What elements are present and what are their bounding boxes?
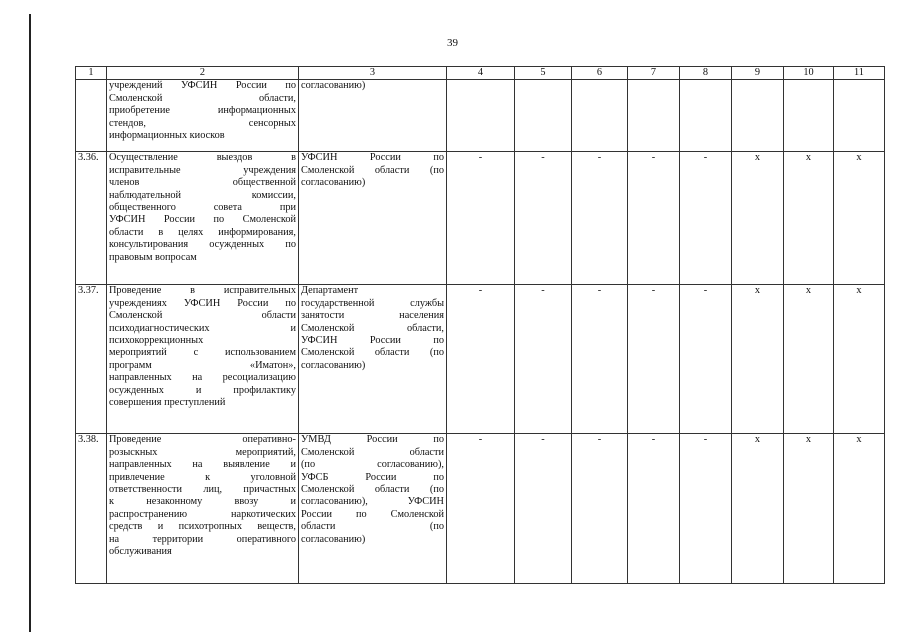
activity-cell-line: мероприятий с использованием (109, 347, 296, 359)
activity-cell-line: правовым вопросам (109, 251, 197, 263)
binding-margin-line (29, 14, 31, 632)
indicator-cell-c11: x (834, 152, 885, 285)
funding-cell-c5: - (515, 152, 572, 285)
header-cell: 8 (680, 67, 732, 80)
indicator-cell-c11: x (834, 434, 885, 584)
indicator-cell-c9: x (732, 434, 784, 584)
executor-cell-line: Смоленской области (по (301, 484, 444, 496)
funding-cell-c6: - (572, 152, 628, 285)
executor-cell-line: Смоленской области, (301, 322, 444, 334)
indicator-cell-c9 (732, 80, 784, 152)
executor-cell-line: Департамент (301, 285, 359, 297)
executor-cell-line: УФСИН России по (301, 335, 444, 347)
activity-cell-line: исправительные учреждения (109, 164, 296, 176)
activity-cell-line: наблюдательной комиссии, (109, 189, 296, 201)
activity-cell-line: на территории оперативного (109, 533, 296, 545)
table-row (76, 285, 885, 434)
header-cell: 10 (784, 67, 834, 80)
funding-cell-c8 (680, 80, 732, 152)
table-header-row (76, 67, 885, 80)
indicator-cell-c10: x (784, 152, 834, 285)
table-row (76, 152, 885, 285)
activity-cell-line: Осуществление выездов в (109, 152, 296, 164)
header-cell: 6 (572, 67, 628, 80)
activity-cell-line: общественного совета при (109, 202, 296, 214)
executor-cell (299, 152, 447, 285)
header-cell: 1 (76, 67, 107, 80)
executor-cell-line: УФСБ России по (301, 471, 444, 483)
executor-cell-line: области (по (301, 521, 444, 533)
activity-cell (107, 434, 299, 584)
header-cell: 2 (107, 67, 299, 80)
activity-cell-line: учреждений УФСИН России по (109, 80, 296, 92)
executor-cell-line: России по Смоленской (301, 508, 444, 520)
activity-cell-line: учреждениях УФСИН России по (109, 297, 296, 309)
activity-cell-line: приобретение информационных (109, 105, 296, 117)
executor-cell-line: Смоленской области (по (301, 164, 444, 176)
activity-cell-line: области в целях информирования, (109, 226, 296, 238)
activity-cell-line: распространению наркотических (109, 508, 296, 520)
executor-cell-line: государственной службы (301, 297, 444, 309)
indicator-cell-c11 (834, 80, 885, 152)
executor-cell-line: согласованию) (301, 533, 366, 545)
funding-cell-c7: - (628, 152, 680, 285)
funding-cell-c7: - (628, 285, 680, 434)
activity-cell-line: УФСИН России по Смоленской (109, 214, 296, 226)
executor-cell-line: согласованию) (301, 359, 366, 371)
executor-cell-line: (по согласованию), (301, 459, 444, 471)
activity-cell-line: Смоленской области, (109, 92, 296, 104)
page-number: 39 (447, 37, 458, 49)
table-row (76, 80, 885, 152)
executor-cell (299, 285, 447, 434)
executor-cell-line: занятости населения (301, 310, 444, 322)
indicator-cell-c11: x (834, 285, 885, 434)
activity-cell-line: Проведение в исправительных (109, 285, 296, 297)
activity-cell-line: консультирования осужденных по (109, 239, 296, 251)
activity-cell (107, 80, 299, 152)
funding-cell-c6 (572, 80, 628, 152)
executor-cell (299, 434, 447, 584)
indicator-cell-c9: x (732, 285, 784, 434)
funding-cell-c8: - (680, 434, 732, 584)
funding-cell-c8: - (680, 152, 732, 285)
activity-cell-line: психодиагностических и (109, 322, 296, 334)
activity-cell-line: привлечение к уголовной (109, 471, 296, 483)
funding-cell-c5: - (515, 285, 572, 434)
activity-cell-line: розыскных мероприятий, (109, 446, 296, 458)
executor-cell-line: согласованию) (301, 177, 366, 189)
header-cell: 7 (628, 67, 680, 80)
header-cell: 4 (447, 67, 515, 80)
executor-cell (299, 80, 447, 152)
activity-cell-line: психокоррекционных (109, 335, 204, 347)
indicator-cell-c10: x (784, 434, 834, 584)
activity-cell-line: совершения преступлений (109, 397, 226, 409)
funding-cell-c4: - (447, 152, 515, 285)
executor-cell-line: Смоленской области (по (301, 347, 444, 359)
table-row (76, 434, 885, 584)
funding-cell-c5: - (515, 434, 572, 584)
header-cell: 3 (299, 67, 447, 80)
header-cell: 9 (732, 67, 784, 80)
indicator-cell-c10 (784, 80, 834, 152)
activity-cell-line: членов общественной (109, 177, 296, 189)
activity-cell-line: ответственности лиц, причастных (109, 484, 296, 496)
row-number-cell: 3.38. (76, 434, 107, 584)
activity-cell (107, 285, 299, 434)
activity-cell-line: Проведение оперативно- (109, 434, 296, 446)
activity-cell-line: информационных киосков (109, 130, 225, 142)
executor-cell-line: УФСИН России по (301, 152, 444, 164)
activity-cell (107, 152, 299, 285)
header-cell: 5 (515, 67, 572, 80)
plan-table (75, 66, 885, 584)
funding-cell-c4 (447, 80, 515, 152)
activity-cell-line: программ «Иматон», (109, 359, 296, 371)
row-number-cell (76, 80, 107, 152)
funding-cell-c6: - (572, 285, 628, 434)
executor-cell-line: согласованию), УФСИН (301, 496, 444, 508)
header-cell: 11 (834, 67, 885, 80)
funding-cell-c8: - (680, 285, 732, 434)
row-number-cell: 3.37. (76, 285, 107, 434)
funding-cell-c6: - (572, 434, 628, 584)
row-number-cell: 3.36. (76, 152, 107, 285)
funding-cell-c4: - (447, 285, 515, 434)
activity-cell-line: стендов, сенсорных (109, 117, 296, 129)
activity-cell-line: обслуживания (109, 546, 172, 558)
executor-cell-line: Смоленской области (301, 446, 444, 458)
funding-cell-c5 (515, 80, 572, 152)
activity-cell-line: осужденных и профилактику (109, 384, 296, 396)
executor-cell-line: согласованию) (301, 80, 366, 92)
activity-cell-line: направленных на ресоциализацию (109, 372, 296, 384)
activity-cell-line: направленных на выявление и (109, 459, 296, 471)
activity-cell-line: к незаконному ввозу и (109, 496, 296, 508)
funding-cell-c7: - (628, 434, 680, 584)
activity-cell-line: средств и психотропных веществ, (109, 521, 296, 533)
executor-cell-line: УМВД России по (301, 434, 444, 446)
funding-cell-c7 (628, 80, 680, 152)
activity-cell-line: Смоленской области (109, 310, 296, 322)
indicator-cell-c10: x (784, 285, 834, 434)
funding-cell-c4: - (447, 434, 515, 584)
indicator-cell-c9: x (732, 152, 784, 285)
